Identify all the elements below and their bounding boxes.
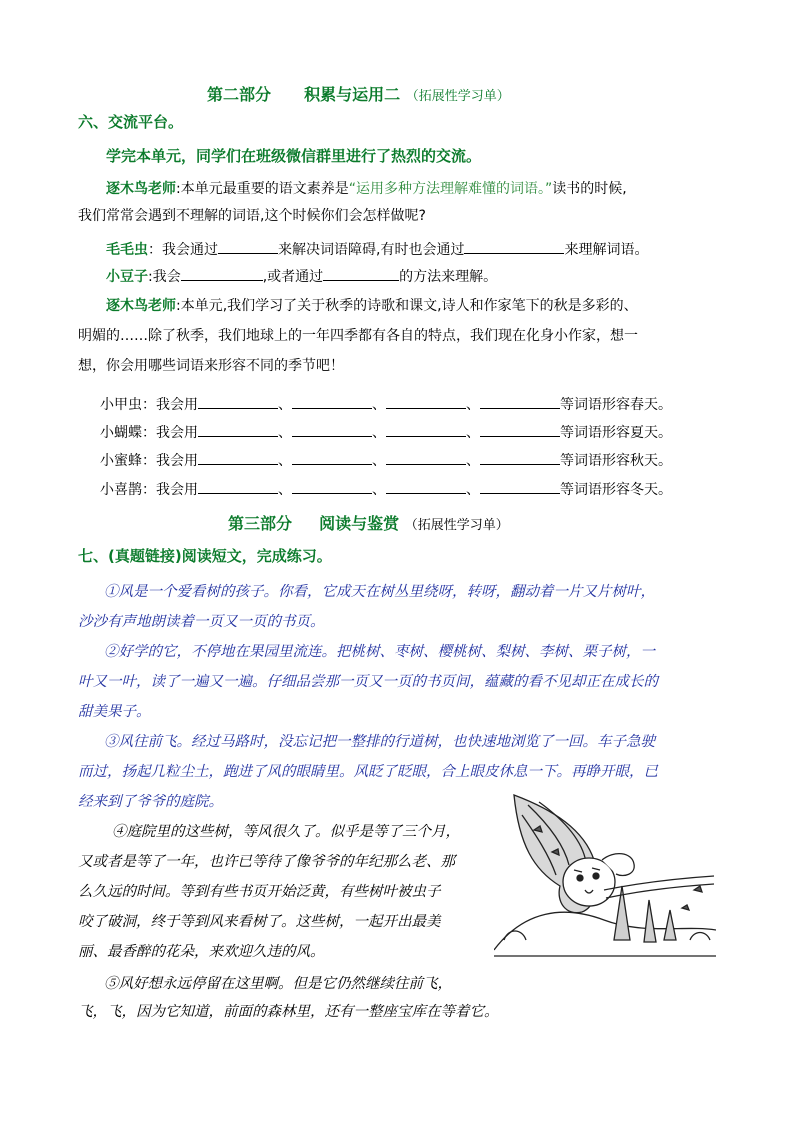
separator: 、 — [466, 425, 480, 441]
season-suffix: 等词语形容春天。 — [560, 397, 672, 413]
story-p1-line2: 沙沙有声地朗读着一页又一页的书页。 — [78, 614, 325, 630]
story-p4-line2: 又或者是等了一年，也许已等待了像爷爷的年纪那么老、那 — [78, 854, 455, 870]
story-p4-line5: 丽、最香醉的花朵，来欢迎久违的风。 — [78, 944, 325, 960]
xiaodou-text-b: ,或者通过 — [262, 269, 324, 285]
season-prefix: 小喜鹊：我会用 — [100, 482, 198, 498]
maomao-text-a: ：我会通过 — [148, 242, 218, 258]
separator: 、 — [372, 397, 386, 413]
teacher1-name: 逐木鸟老师 — [106, 181, 176, 197]
answer-blank[interactable] — [480, 449, 560, 465]
teacher1-text: :本单元最重要的语文素养是 — [176, 181, 349, 197]
teacher2-text: :本单元,我们学习了关于秋季的诗歌和课文,诗人和作家笔下的秋是多彩的、 — [176, 298, 638, 314]
season-row-autumn — [100, 449, 672, 471]
story-p4-line4: 咬了破洞，终于等到风来看树了。这些树，一起开出最美 — [78, 914, 441, 930]
part2-title: 第二部分 — [207, 85, 272, 104]
answer-blank[interactable] — [292, 393, 372, 409]
season-suffix: 等词语形容冬天。 — [560, 482, 672, 498]
answer-blank[interactable] — [323, 265, 399, 281]
xiaodou-text-c: 的方法来理解。 — [399, 269, 498, 285]
season-suffix: 等词语形容夏天。 — [560, 425, 672, 441]
season-prefix: 小甲虫：我会用 — [100, 397, 198, 413]
xiaodou-text-a: :我会 — [148, 269, 181, 285]
teacher2-line2: 明媚的……除了秋季，我们地球上的一年四季都有各自的特点，我们现在化身小作家，想一 — [78, 328, 638, 344]
answer-blank[interactable] — [198, 393, 278, 409]
teacher1-line1 — [106, 179, 627, 199]
story-p5-line1: ⑤风好想永远停留在这里啊。但是它仍然继续往前飞， — [104, 976, 452, 992]
maomao-text-b: 来解决词语障碍,有时也会通过 — [278, 242, 465, 258]
separator: 、 — [466, 482, 480, 498]
season-suffix: 等词语形容秋天。 — [560, 453, 672, 469]
story-p4-line1: ④庭院里的这些树，等风很久了。似乎是等了三个月， — [112, 824, 460, 840]
teacher2-name: 逐木鸟老师 — [106, 298, 176, 314]
answer-blank[interactable] — [292, 449, 372, 465]
separator: 、 — [372, 482, 386, 498]
section6-heading: 六、交流平台。 — [78, 113, 184, 131]
story-p1-line1: ①风是一个爱看树的孩子。你看，它成天在树丛里绕呀，转呀，翻动着一片又片树叶， — [104, 584, 655, 600]
story-p3-line1: ③风往前飞。经过马路时，没忘记把一整排的行道树，也快速地浏览了一回。车子急驶 — [104, 734, 655, 750]
answer-blank[interactable] — [480, 393, 560, 409]
part3-subtitle: 阅读与鉴赏 — [319, 514, 400, 533]
part3-note: （拓展性学习单） — [404, 518, 509, 533]
answer-blank[interactable] — [386, 393, 466, 409]
answer-blank[interactable] — [198, 478, 278, 494]
answer-blank[interactable] — [464, 238, 564, 254]
separator: 、 — [278, 425, 292, 441]
story-p3-line2: 而过，扬起几粒尘土，跑进了风的眼睛里。风眨了眨眼，合上眼皮休息一下。再睁开眼，已 — [78, 764, 658, 780]
xiaodou-line — [106, 265, 497, 287]
teacher2-line3: 想，你会用哪些词语来形容不同的季节吧！ — [78, 358, 344, 374]
part2-subtitle: 积累与运用二 — [304, 85, 401, 104]
answer-blank[interactable] — [386, 478, 466, 494]
answer-blank[interactable] — [292, 478, 372, 494]
answer-blank[interactable] — [198, 449, 278, 465]
answer-blank[interactable] — [292, 421, 372, 437]
answer-blank[interactable] — [218, 238, 278, 254]
section6-intro: 学完本单元，同学们在班级微信群里进行了热烈的交流。 — [106, 147, 482, 165]
answer-blank[interactable] — [386, 449, 466, 465]
story-p3-line3: 经来到了爷爷的庭院。 — [78, 794, 223, 810]
answer-blank[interactable] — [181, 265, 263, 281]
season-prefix: 小蜜蜂：我会用 — [100, 453, 198, 469]
season-prefix: 小蝴蝶：我会用 — [100, 425, 198, 441]
maomao-line — [106, 238, 648, 260]
part2-heading — [207, 82, 510, 105]
section7-heading: 七、(真题链接)阅读短文，完成练习。 — [78, 547, 332, 565]
wind-illustration — [494, 790, 716, 958]
season-row-winter — [100, 478, 672, 500]
answer-blank[interactable] — [386, 421, 466, 437]
maomao-name: 毛毛虫 — [106, 242, 148, 258]
separator: 、 — [278, 397, 292, 413]
teacher1-text-b: 读书的时候, — [552, 181, 627, 197]
part3-heading — [228, 511, 509, 534]
xiaodou-name: 小豆子 — [106, 269, 148, 285]
separator: 、 — [466, 453, 480, 469]
answer-blank[interactable] — [480, 478, 560, 494]
story-p2-line2: 叶又一叶，读了一遍又一遍。仔细品尝那一页又一页的书页间，蕴藏的看不见却正在成长的 — [78, 674, 658, 690]
teacher1-quote: “运用多种方法理解难懂的词语。” — [348, 181, 553, 197]
part2-note: （拓展性学习单） — [405, 89, 510, 104]
separator: 、 — [372, 425, 386, 441]
story-p2-line1: ②好学的它，不停地在果园里流连。把桃树、枣树、樱桃树、梨树、李树、栗子树，一 — [104, 644, 655, 660]
story-p2-line3: 甜美果子。 — [78, 704, 151, 720]
teacher2-line1 — [106, 296, 638, 316]
separator: 、 — [278, 482, 292, 498]
teacher1-line2: 我们常常会遇到不理解的词语,这个时候你们会怎样做呢? — [78, 208, 426, 224]
separator: 、 — [466, 397, 480, 413]
part3-title: 第三部分 — [228, 514, 293, 533]
separator: 、 — [278, 453, 292, 469]
story-p5-line2: 飞，飞，因为它知道，前面的森林里，还有一整座宝库在等着它。 — [78, 1004, 499, 1020]
separator: 、 — [372, 453, 386, 469]
maomao-text-c: 来理解词语。 — [564, 242, 649, 258]
story-p4-line3: 么久远的时间。等到有些书页开始泛黄，有些树叶被虫子 — [78, 884, 441, 900]
season-row-spring — [100, 393, 672, 415]
answer-blank[interactable] — [198, 421, 278, 437]
season-row-summer — [100, 421, 672, 443]
answer-blank[interactable] — [480, 421, 560, 437]
